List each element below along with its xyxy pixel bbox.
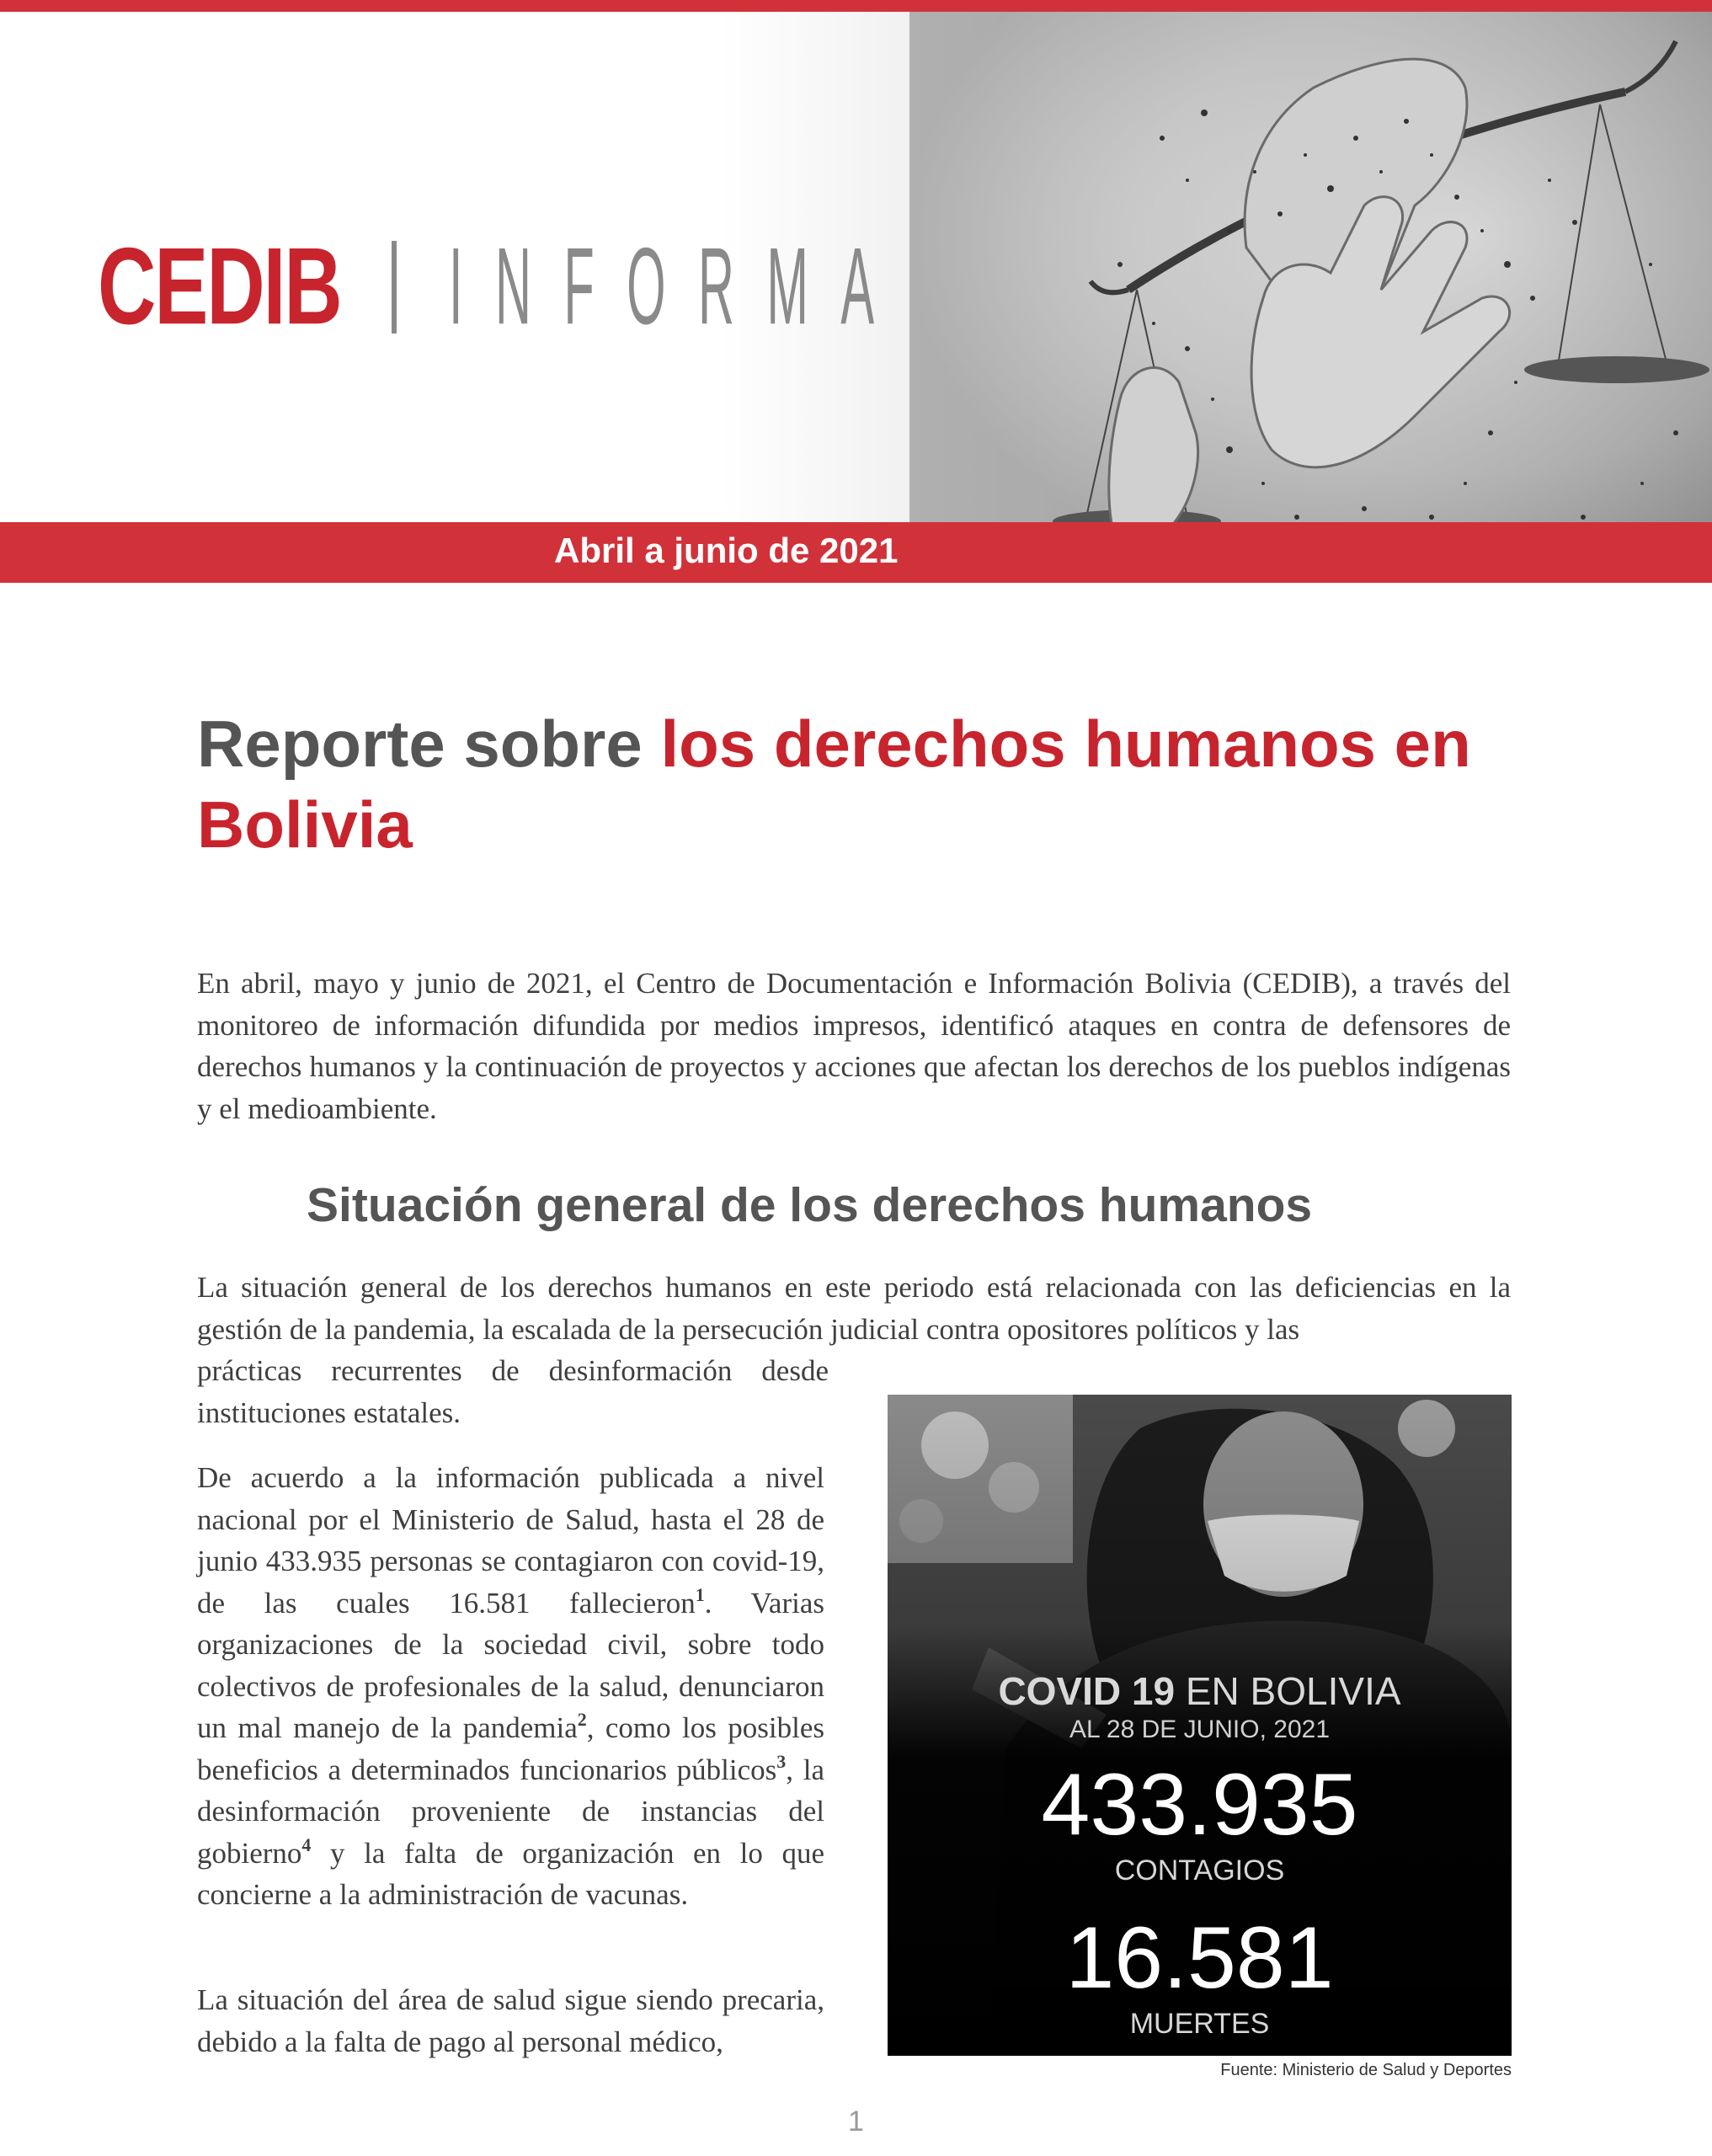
footnote-ref-4[interactable]: 4 [301, 1833, 312, 1855]
logo-cedib-text: CEDIB [98, 226, 341, 348]
p2-text-2: . Varias organizaciones de la sociedad civil, sobre todo colectivos de profesionales de la salud, denunciaron un mal manejo de la pandemia [197, 1586, 824, 1744]
logo-divider [392, 241, 397, 334]
covid-title-bold: COVID 19 [998, 1669, 1176, 1713]
footnote-ref-3[interactable]: 3 [776, 1750, 787, 1772]
cases-value: 433.935 [1041, 1756, 1358, 1854]
covid-box-title [888, 1668, 1512, 1715]
covid-stats-infographic [888, 1395, 1512, 2056]
intro-paragraph: En abril, mayo y junio de 2021, el Centro de Documentación e Información Bolivia (CEDIB), a través del monitoreo de información difundida por medios impresos, identificó ataques en contra de defensores de derechos humanos y la continuación de proyectos y acciones que afectan los derechos de los pueblos indígenas y el medioambiente. [197, 967, 1511, 1125]
covid-title-rest: EN BOLIVIA [1175, 1669, 1401, 1713]
cases-label: CONTAGIOS [1114, 1854, 1285, 1886]
deaths-value: 16.581 [1065, 1909, 1334, 2007]
footnote-ref-1[interactable]: 1 [695, 1583, 705, 1605]
report-period: Abril a junio de 2021 [554, 531, 899, 570]
p2-text-4: , la desinformación proveniente de instancias del gobierno [197, 1753, 824, 1870]
page-number: 1 [848, 2105, 864, 2137]
section-paragraph-2 [197, 1457, 824, 1916]
section-paragraph-1a: La situación general de los derechos humanos en este periodo está relacionada con las deficiencias en la gestión de la pandemia, la escalada de la persecución judicial contra opositores políticos y las [197, 1271, 1511, 1346]
p2-text-3: , como los posibles beneficios a determinados funcionarios públicos [197, 1711, 824, 1786]
section-paragraph-3: La situación del área de salud sigue siendo precaria, debido a la falta de pago al personal médico, [197, 1983, 824, 2058]
title-part-red: los derechos humanos en Bolivia [197, 707, 1471, 862]
deaths-label: MUERTES [1129, 2008, 1270, 2040]
image-source-caption: Fuente: Ministerio de Salud y Deportes [1220, 2061, 1512, 2079]
logo-informa-text: INFORMA [448, 226, 907, 348]
footnote-ref-2[interactable]: 2 [577, 1709, 587, 1730]
p2-text-1: De acuerdo a la información publicada a nivel nacional por el Ministerio de Salud, hasta el 28 de junio 433.935 personas se contagiaron con covid-19, de las cuales 16.581 fallecieron [197, 1461, 824, 1620]
top-red-strip [0, 0, 1712, 12]
title-part-gray: Reporte sobre [197, 707, 661, 781]
p2-text-5: y la falta de organización en lo que concierne a la administración de vacunas. [197, 1836, 824, 1911]
section-paragraph-1b: prácticas recurrentes de desinformación desde instituciones estatales. [197, 1354, 829, 1429]
section-heading: Situación general de los derechos humanos [307, 1178, 1313, 1232]
report-title [197, 703, 1511, 865]
covid-box-subtitle: AL 28 DE JUNIO, 2021 [1069, 1716, 1331, 1743]
cedib-informa-logo [98, 226, 1187, 348]
